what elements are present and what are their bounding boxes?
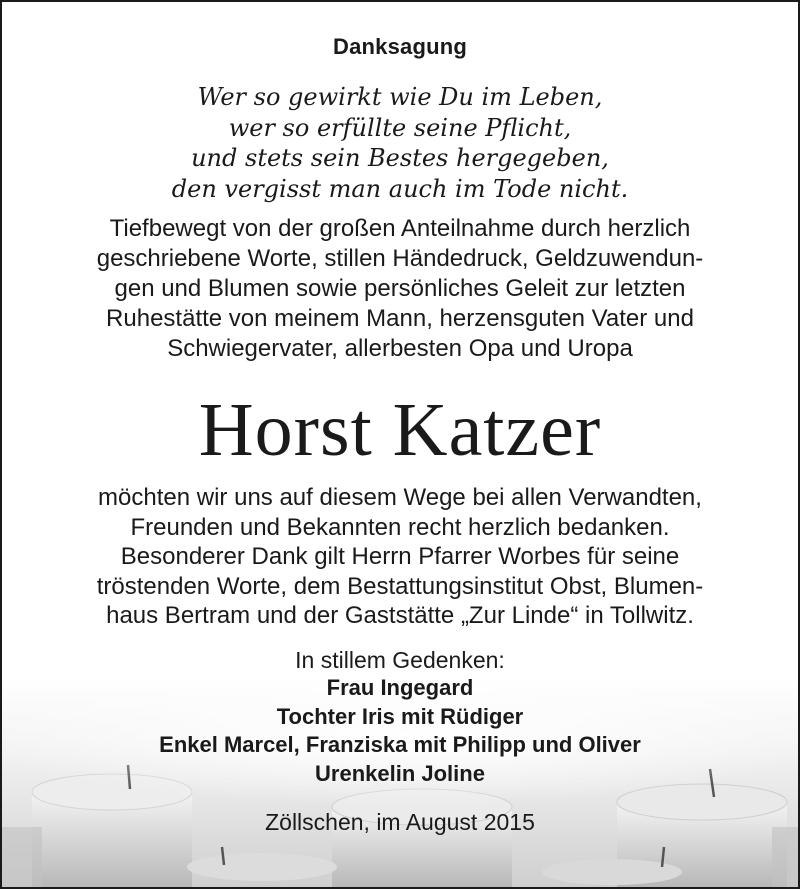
- poem-line: den vergisst man auch im Tode nicht.: [171, 174, 629, 203]
- intro-line: Schwiegervater, allerbesten Opa und Uropa: [167, 335, 633, 362]
- signer: Enkel Marcel, Franziska mit Philipp und Oliver: [159, 732, 641, 757]
- intro-line: Ruhestätte von meinem Mann, herzensguten Vater und: [106, 305, 694, 332]
- thanks-line: Freunden und Bekannten recht herzlich bedanken.: [130, 513, 670, 541]
- notice-title: Danksagung: [332, 34, 468, 59]
- memorial-poem: [2, 82, 798, 204]
- signer: Frau Ingegard: [326, 675, 474, 700]
- intro-line: gen und Blumen sowie persönliches Geleit zur letzten: [114, 275, 686, 302]
- intro-line: Tiefbewegt von der großen Anteilnahme durch herzlich: [109, 215, 691, 242]
- intro-paragraph: [2, 214, 798, 364]
- memory-line: In stillem Gedenken:: [295, 647, 505, 673]
- thanks-line: möchten wir uns auf diesem Wege bei allen Verwandten,: [98, 484, 702, 511]
- poem-line: wer so erfüllte seine Pflicht,: [228, 113, 572, 142]
- poem-line: und stets sein Bestes hergegeben,: [191, 144, 609, 172]
- thanks-line: Besonderer Dank gilt Herrn Pfarrer Worbes für seine: [120, 543, 680, 570]
- signer: Tochter Iris mit Rüdiger: [276, 703, 524, 729]
- signer: Urenkelin Joline: [315, 760, 485, 786]
- place-date: Zöllschen, im August 2015: [265, 809, 535, 835]
- deceased-name: Horst Katzer: [198, 388, 602, 472]
- thanks-line: tröstenden Worte, dem Bestattungsinstitut Obst, Blumen-: [96, 572, 704, 600]
- poem-line: Wer so gewirkt wie Du im Leben,: [197, 83, 603, 111]
- thanks-line: haus Bertram und der Gaststätte „Zur Linde“ in Tollwitz.: [106, 602, 694, 629]
- thanks-paragraph: [2, 483, 798, 631]
- signers-list: [2, 674, 798, 788]
- intro-line: geschriebene Worte, stillen Händedruck, Geldzuwendun-: [96, 245, 704, 272]
